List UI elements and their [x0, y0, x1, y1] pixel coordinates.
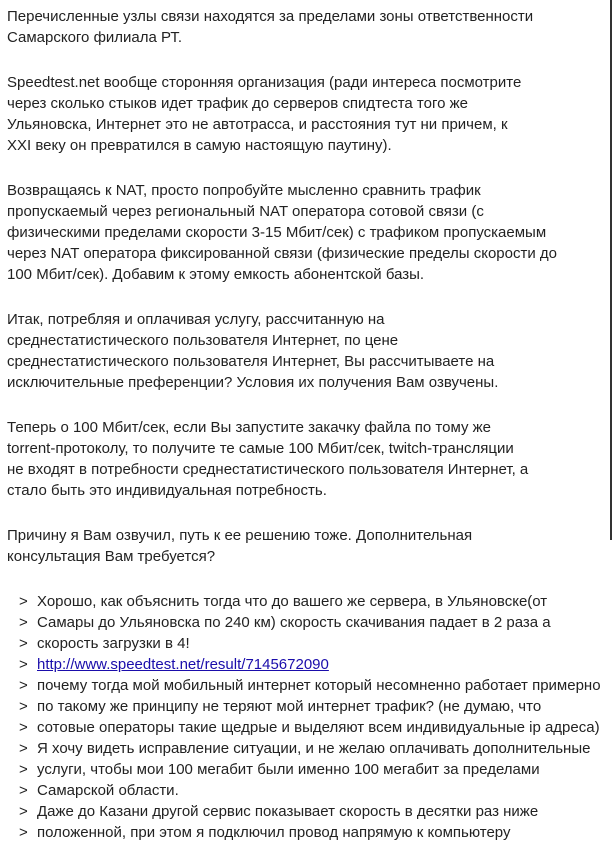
paragraph-line: Итак, потребляя и оплачивая услугу, рассчитанную на	[7, 311, 385, 328]
paragraph-line: пропускаемый через региональный NAT оператора сотовой связи (с	[7, 203, 484, 220]
quote-text: положенной, при этом я подключил провод напрямую к компьютеру	[37, 824, 511, 841]
quote-line	[19, 591, 603, 612]
quote-text: Я хочу видеть исправление ситуации, и не желаю оплачивать дополнительные	[37, 740, 591, 757]
quoted-message	[19, 591, 603, 843]
paragraph-line: стало быть это индивидуальная потребность.	[7, 482, 327, 499]
quote-line	[19, 612, 603, 633]
paragraph	[7, 180, 603, 285]
quote-marker: >	[19, 761, 28, 778]
paragraph-line: Самарского филиала РТ.	[7, 29, 183, 46]
quote-marker: >	[19, 656, 28, 673]
paragraph-line: физическими пределами скорости 3-15 Мбит/сек) с трафиком пропускаемым	[7, 224, 547, 241]
quote-text: скорость загрузки в 4!	[37, 635, 190, 652]
quote-text: почему тогда мой мобильный интернет который несомненно работает примерно	[37, 677, 601, 694]
paragraph	[7, 525, 603, 567]
quote-text: Даже до Казани другой сервис показывает скорость в десятки раз ниже	[37, 803, 539, 820]
paragraph-line: Возвращаясь к NAT, просто попробуйте мысленно сравнить трафик	[7, 182, 481, 199]
message-body	[7, 6, 603, 843]
paragraph-line: через сколько стыков идет трафик до серверов спидтеста того же	[7, 95, 468, 112]
quote-line	[19, 654, 603, 675]
quote-marker: >	[19, 782, 28, 799]
quote-marker: >	[19, 614, 28, 631]
quote-text: по такому же принципу не теряют мой интернет трафик? (не думаю, что	[37, 698, 542, 715]
quote-text: Хорошо, как объяснить тогда что до вашего же сервера, в Ульяновске(от	[37, 593, 548, 610]
quote-line	[19, 696, 603, 717]
quote-marker: >	[19, 740, 28, 757]
quote-text: Самарской области.	[37, 782, 179, 799]
paragraph-line: 100 Мбит/сек). Добавим к этому емкость абонентской базы.	[7, 266, 425, 283]
paragraph-line: через NAT оператора фиксированной связи (физические пределы скорости до	[7, 245, 557, 262]
quote-line	[19, 738, 603, 759]
paragraph-line: Перечисленные узлы связи находятся за пределами зоны ответственности	[7, 8, 534, 25]
quote-text: Самары до Ульяновска по 240 км) скорость скачивания падает в 2 раза а	[37, 614, 551, 631]
quote-text: сотовые операторы такие щедрые и выделяют всем индивидуальные ip адреса)	[37, 719, 600, 736]
quote-text: услуги, чтобы мои 100 мегабит были именно 100 мегабит за пределами	[37, 761, 540, 778]
paragraph-line: Причину я Вам озвучил, путь к ее решению тоже. Дополнительная	[7, 527, 473, 544]
quote-line	[19, 822, 603, 843]
quote-line	[19, 759, 603, 780]
paragraph-line: консультация Вам требуется?	[7, 548, 216, 565]
speedtest-result-link[interactable]: http://www.speedtest.net/result/7145672090	[37, 656, 329, 673]
quote-marker: >	[19, 698, 28, 715]
paragraph	[7, 309, 603, 393]
paragraph-line: среднестатистического пользователя Интернет, по цене	[7, 332, 399, 349]
quote-line	[19, 717, 603, 738]
reply-paragraphs	[7, 6, 603, 567]
paragraph-line: Теперь о 100 Мбит/сек, если Вы запустите закачку файла по тому же	[7, 419, 491, 436]
quote-marker: >	[19, 803, 28, 820]
quote-marker: >	[19, 719, 28, 736]
paragraph-line: Ульяновска, Интернет это не автотрасса, и расстояния тут ни причем, к	[7, 116, 508, 133]
quote-line	[19, 675, 603, 696]
paragraph	[7, 6, 603, 48]
quote-line	[19, 801, 603, 822]
paragraph-line: XXI веку он превратился в самую настоящую паутину).	[7, 137, 392, 154]
paragraph	[7, 72, 603, 156]
paragraph-line: среднестатистического пользователя Интернет, Вы рассчитываете на	[7, 353, 495, 370]
quote-marker: >	[19, 824, 28, 841]
paragraph-line: исключительные преференции? Условия их получения Вам озвучены.	[7, 374, 499, 391]
quote-line	[19, 633, 603, 654]
paragraph-line: не входят в потребности среднестатистического пользователя Интернет, а	[7, 461, 529, 478]
paragraph-line: torrent-протоколу, то получите те самые 100 Мбит/сек, twitch-трансляции	[7, 440, 514, 457]
paragraph-line: Speedtest.net вообще сторонняя организация (ради интереса посмотрите	[7, 74, 522, 91]
paragraph	[7, 417, 603, 501]
quote-line	[19, 780, 603, 801]
quote-marker: >	[19, 593, 28, 610]
quote-marker: >	[19, 635, 28, 652]
quote-marker: >	[19, 677, 28, 694]
